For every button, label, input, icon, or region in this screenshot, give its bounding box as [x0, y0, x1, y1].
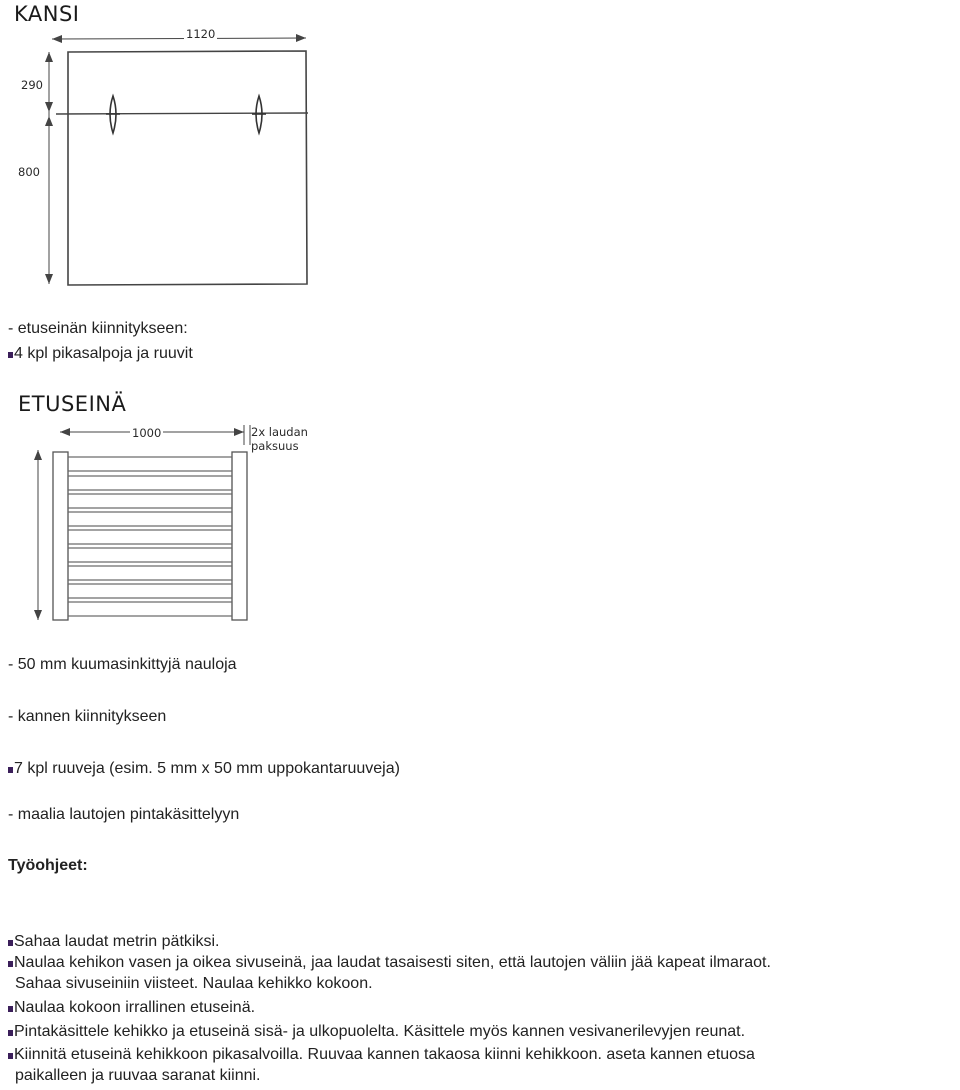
instructions-heading: Työohjeet: — [8, 857, 88, 874]
step-2-text-cont: Sahaa sivuseiniin viisteet. Naulaa kehikko kokoon. — [15, 975, 373, 992]
board-thickness-note — [251, 425, 308, 453]
board-thickness-note-line1: 2x laudan — [251, 425, 308, 439]
kansi-top-label: 290 — [21, 78, 43, 92]
bullet-icon — [8, 1030, 13, 1036]
step-2-text: Naulaa kehikon vasen ja oikea sivuseinä, jaa laudat tasaisesti siten, että lautojen väliin jää kapeat ilmaraot. — [14, 954, 771, 971]
paint-item: - maalia lautojen pintakäsittelyyn — [8, 806, 240, 823]
bullet-icon — [8, 1006, 13, 1012]
step-2 — [8, 952, 771, 994]
step-3-text: Naulaa kokoon irrallinen etuseinä. — [14, 999, 256, 1016]
bullet-icon — [8, 961, 13, 967]
bullet-icon — [8, 767, 13, 773]
step-3 — [8, 997, 255, 1018]
step-5-text-cont: paikalleen ja ruuvaa saranat kiinni. — [15, 1067, 261, 1084]
nails-item: - 50 mm kuumasinkittyjä nauloja — [8, 656, 237, 673]
latch-item-text: 4 kpl pikasalpoja ja ruuvit — [14, 345, 193, 362]
lid-fixing-text: - kannen kiinnitykseen — [8, 708, 167, 725]
step-5-text: Kiinnitä etuseinä kehikkoon pikasalvoilla. Ruuvaa kannen takaosa kiinni kehikkoon. aseta kannen etuosa — [14, 1046, 755, 1063]
board-thickness-note-line2: paksuus — [251, 439, 299, 453]
step-1-text: Sahaa laudat metrin pätkiksi. — [14, 933, 220, 950]
kansi-title: KANSI — [14, 2, 80, 26]
bullet-icon — [8, 1053, 13, 1059]
etuseina-title: ETUSEINÄ — [18, 392, 127, 416]
step-4-text: Pintakäsittele kehikko ja etuseinä sisä- ja ulkopuolelta. Käsittele myös kannen vesivanerilevyjen reunat. — [14, 1023, 746, 1040]
bullet-icon — [8, 940, 13, 946]
etuseina-width-label: 1000 — [132, 426, 162, 440]
front-wall-fixing-text: - etuseinän kiinnitykseen: — [8, 320, 188, 337]
kansi-width-label: 1120 — [186, 27, 216, 41]
step-1 — [8, 931, 219, 952]
step-5 — [8, 1044, 755, 1086]
screws-item — [8, 760, 400, 778]
step-4 — [8, 1021, 745, 1042]
kansi-bottom-label: 800 — [18, 165, 40, 179]
screws-item-text: 7 kpl ruuveja (esim. 5 mm x 50 mm uppokantaruuveja) — [14, 760, 400, 777]
